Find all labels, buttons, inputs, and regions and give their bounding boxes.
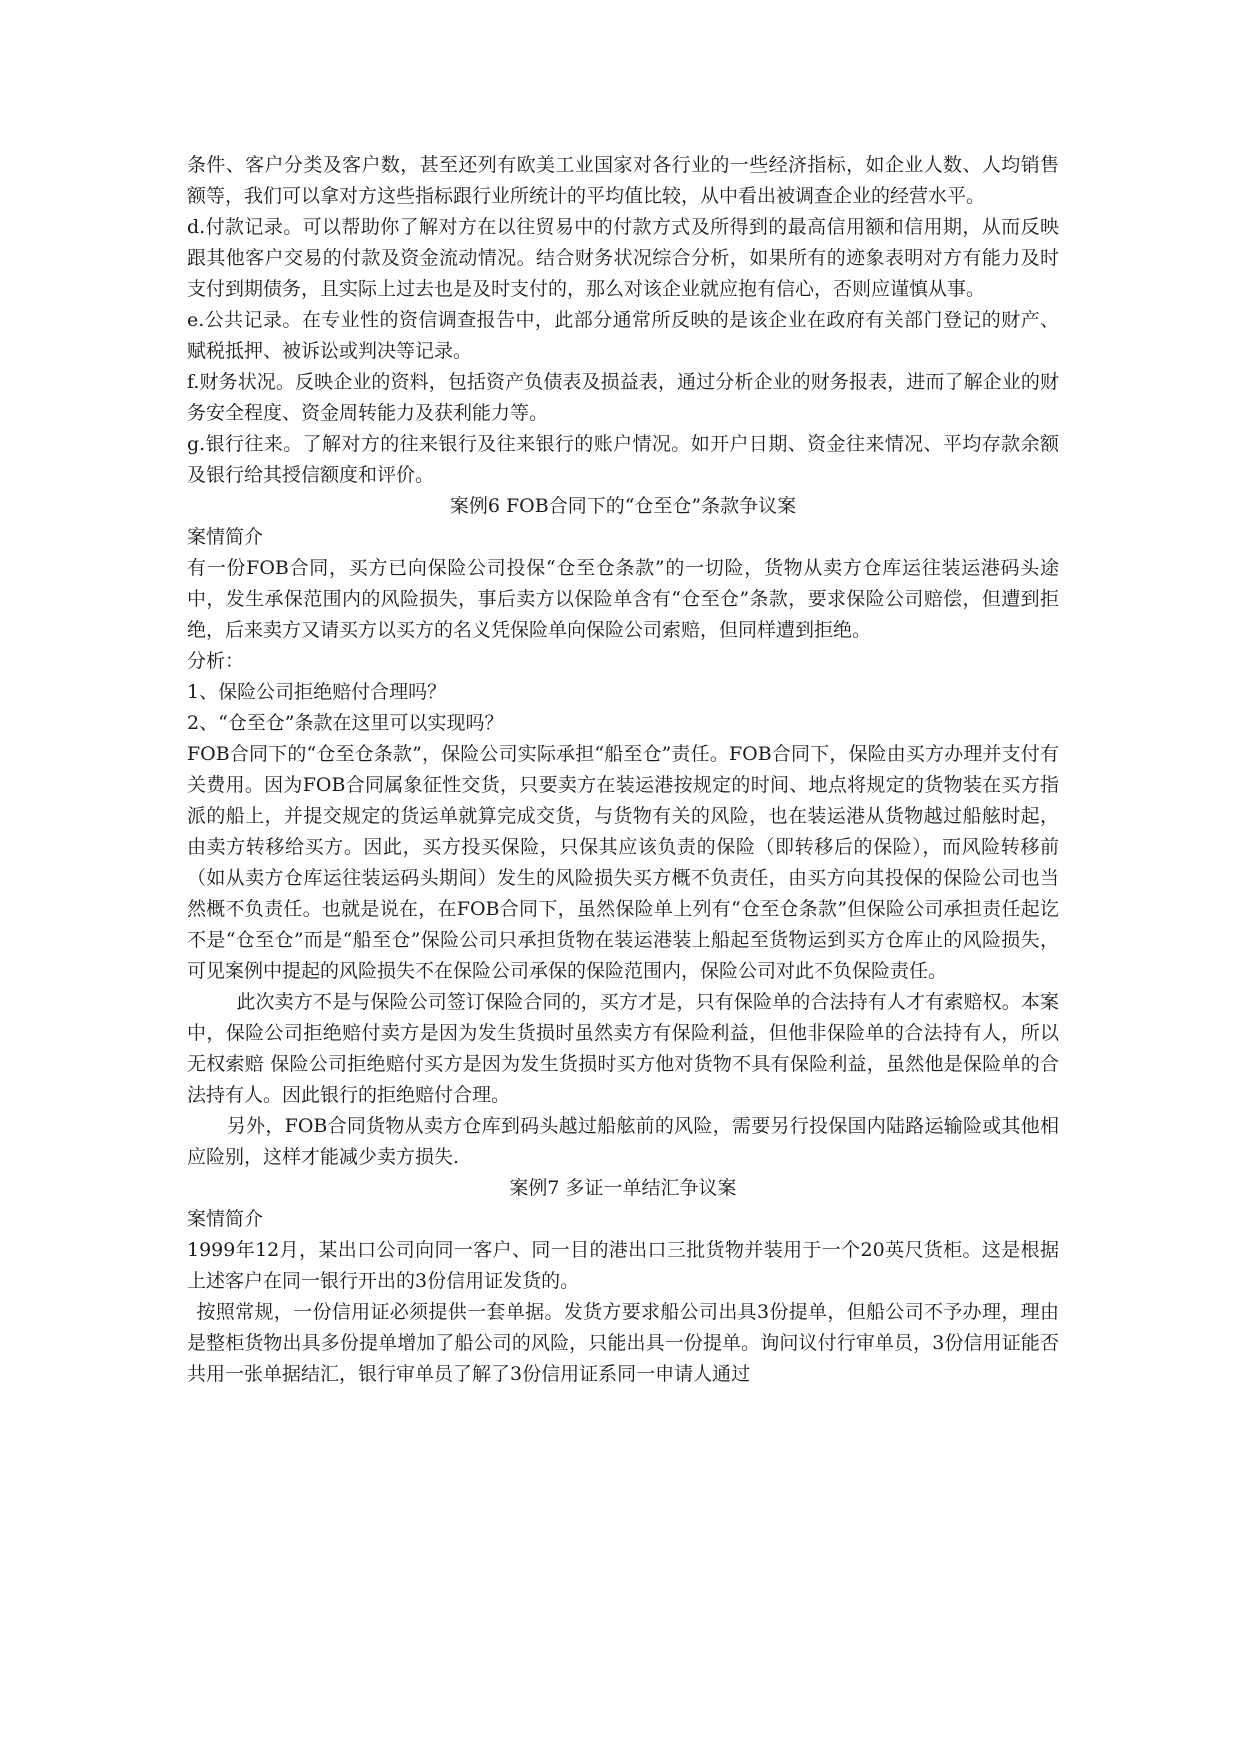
case6-answer-1: FOB合同下的“仓至仓条款”，保险公司实际承担“船至仓”责任。FOB合同下，保险由买方办理并支付有关费用。因为FOB合同属象征性交货，只要卖方在装运港按规定的时间、地点将规定的货物装在买方指派的船上，并提交规定的货运单就算完成交货，与货物有关的风险，也在装运港从货物越过船舷时起，由卖方转移给买方。因此，买方投买保险，只保其应该负责的保险（即转移后的保险），而风险转移前（如从卖方仓库运往装运码头期间）发生的风险损失买方概不负责任，由买方向其投保的保险公司也当然概不负责任。也就是说在，在FOB合同下，虽然保险单上列有“仓至仓条款”但保险公司承担责任起讫不是“仓至仓”而是“船至仓”保险公司只承担货物在装运港装上船起至货物运到买方仓库止的风险损失，可见案例中提起的风险损失不在保险公司承保的保险范围内，保险公司对此不负保险责任。 (187, 743, 1059, 982)
case7-paragraph-1: 1999年12月，某出口公司向同一客户、同一目的港出口三批货物并装用于一个20英尺货柜。这是根据上述客户在同一银行开出的3份信用证发货的。 (187, 1239, 1059, 1292)
case6-question-1: 1、保险公司拒绝赔付合理吗？ (187, 681, 447, 703)
paragraph-public-record: e.公共记录。在专业性的资信调查报告中，此部分通常所反映的是该企业在政府有关部门登记的财产、赋税抵押、被诉讼或判决等记录。 (187, 309, 1059, 362)
paragraph-financial-status: f.财务状况。反映企业的资料，包括资产负债表及损益表，通过分析企业的财务报表，进而了解企业的财务安全程度、资金周转能力及获利能力等。 (187, 371, 1059, 424)
paragraph-payment-record: d.付款记录。可以帮助你了解对方在以往贸易中的付款方式及所得到的最高信用额和信用期，从而反映跟其他客户交易的付款及资金流动情况。结合财务状况综合分析，如果所有的迹象表明对方有能力及时支付到期债务，且实际上过去也是及时支付的，那么对该企业就应抱有信心，否则应谨慎从事。 (187, 216, 1059, 300)
case6-intro: 有一份FOB合同，买方已向保险公司投保“仓至仓条款”的一切险，货物从卖方仓库运往装运港码头途中，发生承保范围内的风险损失，事后卖方以保险单含有“仓至仓”条款，要求保险公司赔偿，但遭到拒绝，后来卖方又请买方以买方的名义凭保险单向保险公司索赔，但同样遭到拒绝。 (187, 557, 1059, 641)
paragraph-bank-relations: g.银行往来。了解对方的往来银行及往来银行的账户情况。如开户日期、资金往来情况、平均存款余额及银行给其授信额度和评价。 (187, 433, 1059, 486)
document-page (187, 150, 1059, 1390)
case6-question-2: 2、“仓至仓”条款在这里可以实现吗？ (187, 712, 504, 734)
case7-paragraph-2: 按照常规，一份信用证必须提供一套单据。发货方要求船公司出具3份提单，但船公司不予办理，理由是整柜货物出具多份提单增加了船公司的风险，只能出具一份提单。询问议付行审单员，3份信用证能否共用一张单据结汇，银行审单员了解了3份信用证系同一申请人通过 (187, 1301, 1059, 1385)
case6-title: 案例6 FOB合同下的“仓至仓”条款争议案 (449, 495, 797, 517)
paragraph-business-conditions: 条件、客户分类及客户数，甚至还列有欧美工业国家对各行业的一些经济指标，如企业人数、人均销售额等，我们可以拿对方这些指标跟行业所统计的平均值比较，从中看出被调查企业的经营水平。 (187, 154, 1059, 207)
case7-title: 案例7 多证一单结汇争议案 (509, 1177, 737, 1199)
case6-answer-2: 此次卖方不是与保险公司签订保险合同的，买方才是，只有保险单的合法持有人才有索赔权。本案中，保险公司拒绝赔付卖方是因为发生货损时虽然卖方有保险利益，但他非保险单的合法持有人，所以无权索赔 保险公司拒绝赔付买方是因为发生货损时买方他对货物不具有保险利益，虽然他是保险单的合法持有人。因此银行的拒绝赔付合理。 (187, 991, 1059, 1106)
case6-analysis-label: 分析： (187, 650, 245, 672)
case7-intro-label: 案情简介 (187, 1208, 264, 1230)
case6-intro-label: 案情简介 (187, 526, 264, 548)
case6-answer-3: 另外，FOB合同货物从卖方仓库到码头越过船舷前的风险，需要另行投保国内陆路运输险或其他相应险别，这样才能减少卖方损失. (187, 1115, 1059, 1168)
